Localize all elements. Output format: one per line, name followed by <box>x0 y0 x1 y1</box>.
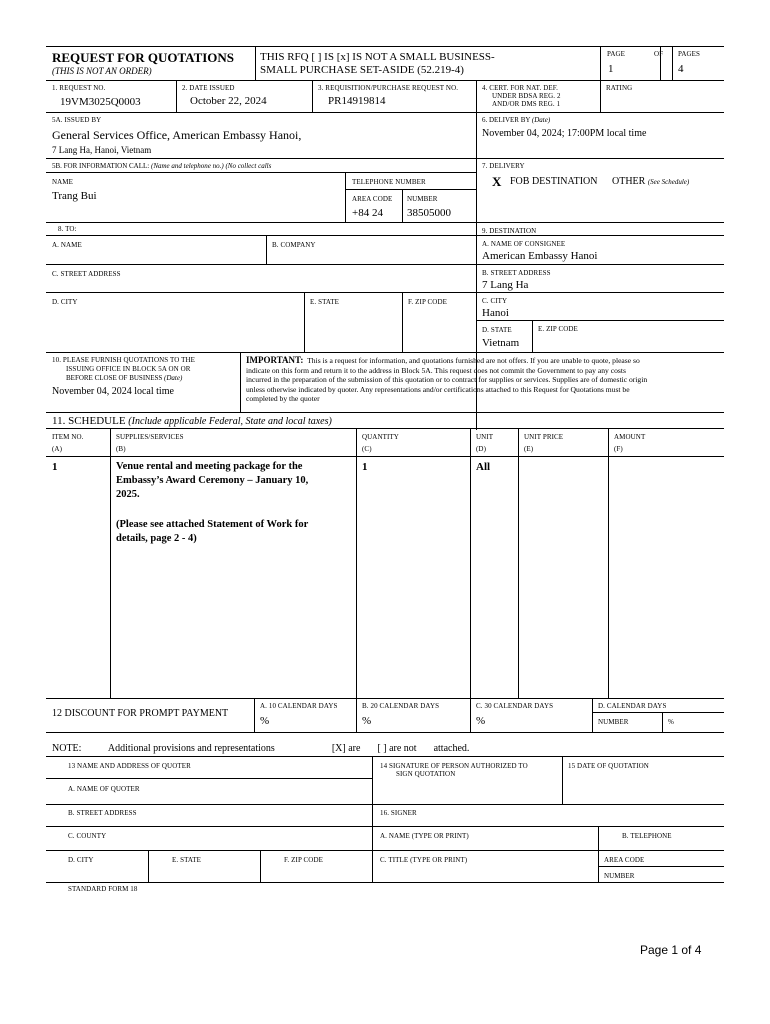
note-are-not: [ ] are not <box>377 743 417 754</box>
requisition-label: 3. REQUISITION/PURCHASE REQUEST NO. <box>318 84 459 92</box>
signature-label-line1: 14 SIGNATURE OF PERSON AUTHORIZED TO <box>380 762 528 770</box>
cert-line3: AND/OR DMS REG. 1 <box>492 100 561 108</box>
to-state-label: E. STATE <box>310 298 340 306</box>
discount-days-pct: % <box>668 718 674 726</box>
to-city-label: D. CITY <box>52 298 78 306</box>
telephone-label: TELEPHONE NUMBER <box>352 178 426 186</box>
item-desc-line3: 2025. <box>116 489 140 500</box>
number-label: NUMBER <box>407 195 438 203</box>
important-line3: incurred in the preparation of the submission of this quotation or to contract for supplies or services. Supplies are of domestic origin <box>246 375 648 385</box>
signer-title-label: C. TITLE (TYPE OR PRINT) <box>380 856 468 864</box>
delivery-other-label: OTHER <box>612 176 646 187</box>
important-line1: This is a request for information, and quotations furnished are not offers. If you are unable to quote, please so <box>307 356 640 365</box>
of-label: OF <box>654 50 664 58</box>
contact-name-label: NAME <box>52 178 74 186</box>
discount-20-pct: % <box>362 715 372 727</box>
signer-name-label: A. NAME (TYPE OR PRINT) <box>380 832 469 840</box>
quotation-due-value: November 04, 2024 local time <box>52 386 174 397</box>
col-unit-price-sub: (E) <box>524 445 534 453</box>
to-street-label: C. STREET ADDRESS <box>52 270 121 278</box>
standard-form-label: STANDARD FORM 18 <box>68 885 138 893</box>
delivery-label: 7. DELIVERY <box>482 162 525 170</box>
col-quantity: QUANTITY <box>362 433 399 441</box>
schedule-title: 11. SCHEDULE <box>52 415 126 427</box>
quoter-county-label: C. COUNTY <box>68 832 107 840</box>
item-unit: All <box>476 461 491 473</box>
form-subtitle: (THIS IS NOT AN ORDER) <box>52 66 152 76</box>
discount-10-days: A. 10 CALENDAR DAYS <box>260 702 338 710</box>
discount-20-days: B. 20 CALENDAR DAYS <box>362 702 440 710</box>
issued-by-address: 7 Lang Ha, Hanoi, Vietnam <box>52 145 152 155</box>
schedule-tax-note: (Include applicable Federal, State and local taxes) <box>128 416 332 427</box>
note-line <box>52 743 469 754</box>
item-number: 1 <box>52 461 58 473</box>
discount-10-pct: % <box>260 715 270 727</box>
signer-label: 16. SIGNER <box>380 809 417 817</box>
furnish-line3: BEFORE CLOSE OF BUSINESS <box>66 374 163 382</box>
page-footer: Page 1 of 4 <box>640 943 702 957</box>
important-line4: unless otherwise indicated by quoter. Any representations and/or certifications attached to this Request for Quotations must be <box>246 384 630 394</box>
item-desc-line1: Venue rental and meeting package for the <box>116 461 303 472</box>
to-zip-label: F. ZIP CODE <box>408 298 447 306</box>
area-code-value: +84 24 <box>352 207 383 219</box>
area-code-label: AREA CODE <box>352 195 393 203</box>
item-quantity: 1 <box>362 461 368 473</box>
item-desc-line2: Embassy’s Award Ceremony – January 10, <box>116 475 309 486</box>
note-attached: attached. <box>433 743 470 754</box>
to-label: 8. TO: <box>58 225 77 233</box>
dest-state-value: Vietnam <box>482 337 520 349</box>
dest-zip-label: E. ZIP CODE <box>538 325 578 333</box>
item-desc-line5: details, page 2 - 4) <box>116 533 197 544</box>
item-desc-line4: (Please see attached Statement of Work for <box>116 519 309 530</box>
deliver-by-label: 6. DELIVER BY <box>482 116 531 124</box>
info-call-hint: (Name and telephone no.) (No collect calls <box>150 162 272 170</box>
cert-line2: UNDER BDSA REG. 2 <box>492 92 561 100</box>
col-item-no: ITEM NO. <box>52 433 84 441</box>
col-unit-sub: (D) <box>476 445 487 453</box>
quoter-street-label: B. STREET ADDRESS <box>68 809 137 817</box>
signer-number-label: NUMBER <box>604 872 635 880</box>
requisition-value: PR14919814 <box>328 95 386 107</box>
note-label: NOTE: <box>52 743 82 754</box>
col-amount-sub: (F) <box>614 445 623 453</box>
note-text: Additional provisions and representations <box>107 743 275 754</box>
quoter-name-address-label: 13 NAME AND ADDRESS OF QUOTER <box>68 762 191 770</box>
cert-line1: 4. CERT. FOR NAT. DEF. <box>482 84 559 92</box>
dest-city-value: Hanoi <box>482 307 509 319</box>
col-quantity-sub: (C) <box>362 445 372 453</box>
important-line5: completed by the quoter <box>246 394 320 404</box>
to-company-label: B. COMPANY <box>272 241 316 249</box>
col-supplies: SUPPLIES/SERVICES <box>116 433 184 441</box>
form-title: REQUEST FOR QUOTATIONS <box>52 50 235 65</box>
dest-city-label: C. CITY <box>482 297 508 305</box>
page-number: 1 <box>608 63 614 75</box>
date-issued-value: October 22, 2024 <box>190 95 267 107</box>
discount-days-number: NUMBER <box>598 718 629 726</box>
item-description <box>116 460 308 546</box>
quoter-city-label: D. CITY <box>68 856 94 864</box>
discount-30-pct: % <box>476 715 486 727</box>
issued-by-value: General Services Office, American Embassy Hanoi, <box>52 128 302 142</box>
delivery-other-hint: (See Schedule) <box>647 178 690 186</box>
destination-label: 9. DESTINATION <box>482 227 537 235</box>
fob-destination-label: FOB DESTINATION <box>510 176 598 187</box>
phone-number-value: 38505000 <box>407 207 451 219</box>
dest-street-value: 7 Lang Ha <box>482 279 529 291</box>
pages-label: PAGES <box>678 50 701 58</box>
signature-label-line2: SIGN QUOTATION <box>396 770 456 778</box>
furnish-line1: 10. PLEASE FURNISH QUOTATIONS TO THE <box>52 356 196 364</box>
quoter-zip-label: F. ZIP CODE <box>284 856 323 864</box>
dest-street-label: B. STREET ADDRESS <box>482 269 551 277</box>
request-no-value: 19VM3025Q0003 <box>60 96 141 108</box>
furnish-line2: ISSUING OFFICE IN BLOCK 5A ON OR <box>66 365 191 373</box>
deliver-by-date-hint: (Date) <box>531 116 551 124</box>
discount-calendar-days: D. CALENDAR DAYS <box>598 702 667 710</box>
request-no-label: 1. REQUEST NO. <box>52 84 106 92</box>
quoter-name-label: A. NAME OF QUOTER <box>68 785 140 793</box>
dest-state-label: D. STATE <box>482 326 512 334</box>
fob-destination-checkmark: X <box>492 174 502 189</box>
col-unit-price: UNIT PRICE <box>524 433 564 441</box>
rating-label: RATING <box>606 84 633 92</box>
quoter-state-label: E. STATE <box>172 856 202 864</box>
quotation-date-label: 15 DATE OF QUOTATION <box>568 762 649 770</box>
deliver-by-value: November 04, 2024; 17:00PM local time <box>482 128 647 139</box>
to-name-label: A. NAME <box>52 241 82 249</box>
page-label: PAGE <box>607 50 626 58</box>
consignee-label: A. NAME OF CONSIGNEE <box>482 240 566 248</box>
col-amount: AMOUNT <box>614 433 646 441</box>
rfq-setaside-line1: THIS RFQ [ ] IS [x] IS NOT A SMALL BUSINESS- <box>260 51 495 63</box>
date-issued-label: 2. DATE ISSUED <box>182 84 235 92</box>
col-supplies-sub: (B) <box>116 445 126 453</box>
col-unit: UNIT <box>476 433 494 441</box>
contact-name-value: Trang Bui <box>52 190 97 202</box>
issued-by-label: 5A. ISSUED BY <box>52 116 102 124</box>
note-are: [X] are <box>331 743 361 754</box>
important-heading: IMPORTANT: <box>246 355 304 365</box>
total-pages: 4 <box>678 63 684 75</box>
important-line2: indicate on this form and return it to the address in Block 5A. This request does not commit the Government to pay any costs <box>246 365 626 375</box>
signer-area-code-label: AREA CODE <box>604 856 645 864</box>
rfq-setaside-line2: SMALL PURCHASE SET-ASIDE (52.219-4) <box>260 64 464 76</box>
discount-30-days: C. 30 CALENDAR DAYS <box>476 702 554 710</box>
discount-label: 12 DISCOUNT FOR PROMPT PAYMENT <box>52 708 229 719</box>
consignee-value: American Embassy Hanoi <box>482 250 598 262</box>
furnish-date-hint: (Date) <box>164 374 183 382</box>
col-item-no-sub: (A) <box>52 445 63 453</box>
info-call-label: 5B. FOR INFORMATION CALL: <box>52 162 150 170</box>
signer-telephone-label: B. TELEPHONE <box>622 832 672 840</box>
